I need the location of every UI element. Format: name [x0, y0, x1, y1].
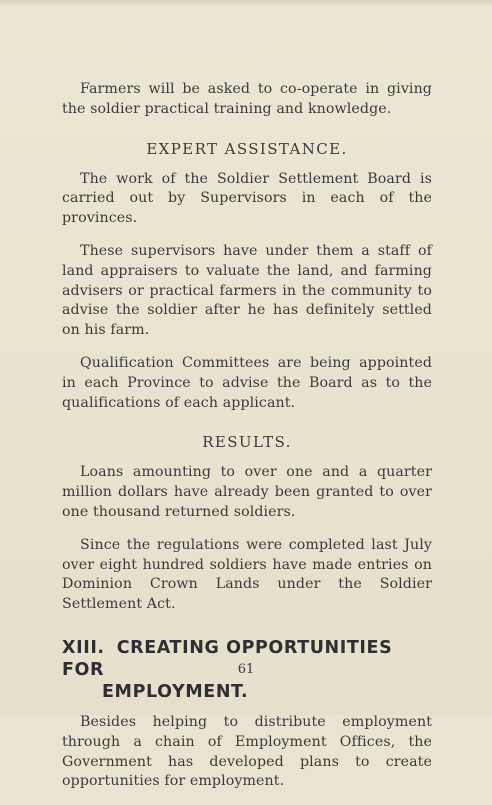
chapter-number: XIII.: [62, 637, 105, 658]
chapter-title-line1: CREATING OPPORTUNITIES FOR: [62, 637, 393, 680]
results-paragraph-1: Loans amounting to over one and a quarter million dollars have already been granted to over one thousand returned soldiers.: [62, 464, 432, 520]
page-number: 61: [237, 662, 255, 677]
chapter-title-line2: EMPLOYMENT.: [102, 681, 249, 702]
expert-paragraph-3: Qualification Committees are being appointed in each Province to advise the Board as to the qualifications of each applicant.: [62, 354, 432, 411]
chapter-paragraph-1: Besides helping to distribute employment through a chain of Employment Offices, the Government has developed plans to create opportunities for employment.: [62, 713, 432, 790]
section-heading-results: RESULTS.: [202, 433, 292, 452]
expert-paragraph-2: These supervisors have under them a staff of land appraisers to valuate the land, and farming advisers or practical farmers in the community to advise the soldier after he has definitely settled on his farm.: [62, 242, 432, 339]
page-top-edge: [0, 0, 492, 6]
expert-paragraph-1: The work of the Soldier Settlement Board is carried out by Supervisors in each of the provinces.: [62, 170, 432, 227]
page-content: [62, 80, 432, 805]
section-heading-expert-assistance: EXPERT ASSISTANCE.: [146, 139, 348, 158]
intro-paragraph: Farmers will be asked to co-operate in giving the soldier practical training and knowledge.: [62, 81, 432, 117]
results-paragraph-2: Since the regulations were completed last July over eight hundred soldiers have made entries on Dominion Crown Lands under the Soldier Settlement Act.: [62, 536, 432, 613]
